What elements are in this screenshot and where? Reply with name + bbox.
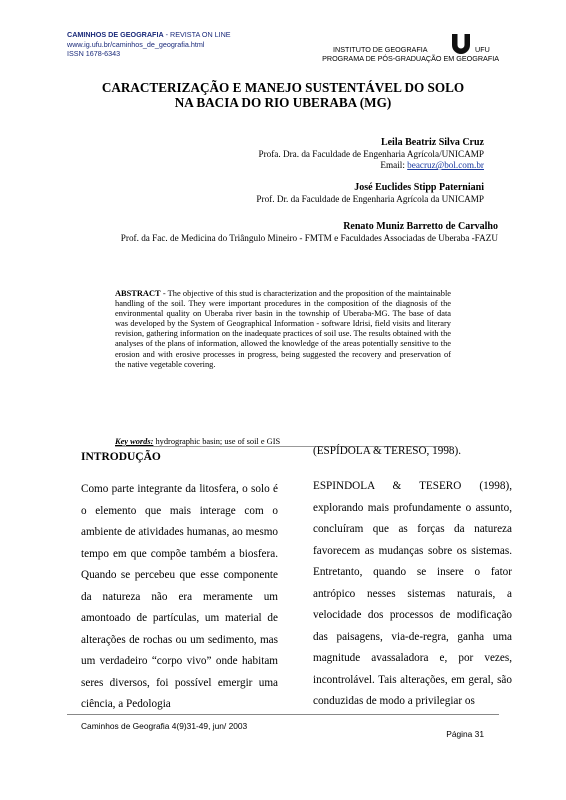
journal-header [67,30,231,59]
ufu-label: UFU [475,45,490,54]
page-number: Página 31 [446,729,484,739]
author-block-3 [121,221,498,244]
institute-name: INSTITUTO DE GEOGRAFIA [333,45,428,54]
keywords-label: Key words: [115,437,154,446]
keywords-text: hydrographic basin; use of soil e GIS [153,437,281,446]
journal-url[interactable]: www.ig.ufu.br/caminhos_de_geografia.html [67,39,205,49]
intro-right-column: ESPINDOLA & TESERO (1998), explorando mais profundamente o assunto, concluíram que as forças da natureza favorecem as mudanças sobre os sistemas. Entretanto, quando se insere o fator antrópico nesses sistemas naturais, a velocidade dos processos de modificação das paisagens, via-de-regra, ganha uma magnitude avassaladora e, por vezes, incontrolável. Tais alterações, em geral, são conduzidas de modo a privilegiar os [313,480,512,707]
footer-divider [67,714,499,715]
author-name: José Euclides Stipp Paterniani [354,182,484,193]
journal-issn: ISSN 1678-6343 [67,49,121,59]
keywords [115,437,280,446]
journal-name: CAMINHOS DE GEOGRAFIA [67,30,164,39]
author-name: Renato Muniz Barretto de Carvalho [343,221,498,232]
title-line-2: NA BACIA DO RIO UBERABA (MG) [174,95,392,110]
paper-title [0,80,566,110]
institution-header [279,33,499,63]
author-affiliation: Prof. da Fac. de Medicina do Triângulo Mineiro - FMTM e Faculdades Associadas de Uberaba -FAZU [120,232,498,243]
author-affiliation: Profa. Dra. da Faculdade de Engenharia Agrícola/UNICAMP [258,148,484,159]
intro-right-top: (ESPÍDOLA & TERESO, 1998). [313,445,462,457]
ufu-logo-icon [450,33,472,55]
author-block-1 [258,137,484,172]
author-name: Leila Beatriz Silva Cruz [380,137,484,148]
author-block-2 [256,182,484,205]
author-affiliation: Prof. Dr. da Faculdade de Engenharia Agrícola da UNICAMP [256,193,484,204]
abstract-text: - The objective of this stud is characterization and the proposition of the maintainable handling of the soil. They were important procedures in the composition of the diagnosis of the environmental quality on Uberaba river basin in the township of Uberaba-MG. The base of data was developed by the System of Geographical Information - software Idrisi, field visits and literary revision, gathering information on the inadequate practices of soil use. The results obtained with the analyses of the plans of information, allowed the knowledge of the areas potentially sensitive to the erosion and with erosive processes in progress, being suggested the recovery and preservation of the native vegetable covering. [115,289,451,369]
author-email-line [258,160,484,172]
journal-subtitle: - REVISTA ON LINE [163,30,231,39]
section-heading-introducao: INTRODUÇÃO [81,451,161,463]
program-name: PROGRAMA DE PÓS-GRADUAÇÃO EM GEOGRAFIA [322,54,499,63]
abstract [115,289,451,370]
intro-left-column: Como parte integrante da litosfera, o solo é o elemento que mais interage com o ambiente de atividades humanas, ao mesmo tempo em que compõe também a biosfera. Quando se percebeu que esse componente da natureza não era meramente um amontoado de partículas, um material de alterações de rochas ou um sedimento, mas um verdadeiro “corpo vivo” onde habitam seres diversos, foi possível emergir uma ciência, a Pedologia [81,483,278,710]
author-email-link[interactable]: beacruz@bol.com.br [407,160,484,171]
footer-citation: Caminhos de Geografia 4(9)31-49, jun/ 2003 [81,721,248,731]
abstract-label: ABSTRACT [115,289,161,298]
email-label: Email: [380,160,408,171]
title-line-1: CARACTERIZAÇÃO E MANEJO SUSTENTÁVEL DO SOLO [101,80,465,95]
